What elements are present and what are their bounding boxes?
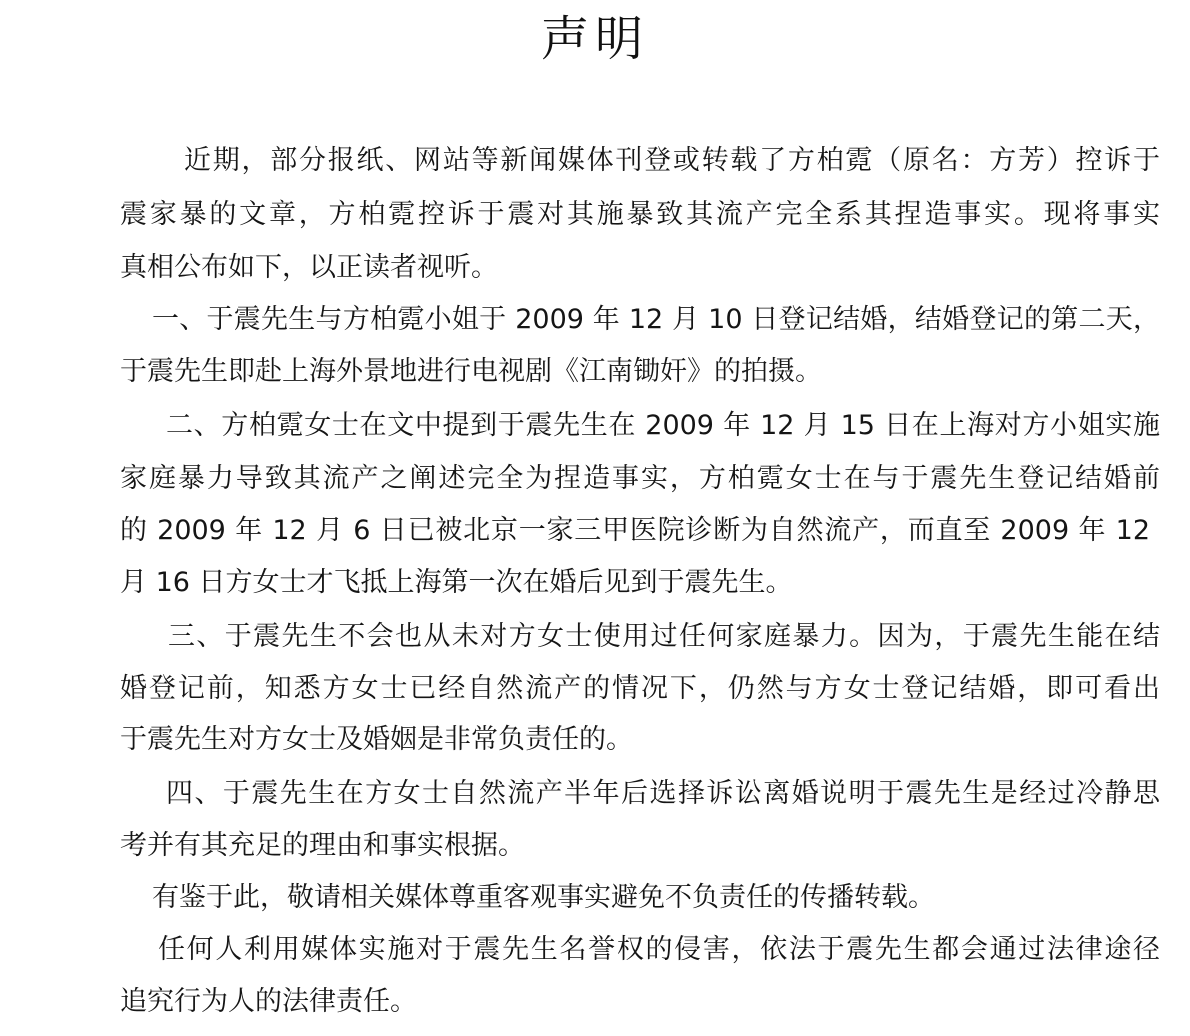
body-line: 考并有其充足的理由和事实根据。 <box>120 830 525 861</box>
body-line: 于震先生即赴上海外景地进行电视剧《江南锄奸》的拍摄。 <box>120 356 822 387</box>
body-line: 三、于震先生不会也从未对方女士使用过任何家庭暴力。因为，于震先生能在结 <box>168 621 1160 652</box>
body-line: 追究行为人的法律责任。 <box>120 986 417 1017</box>
body-line: 任何人利用媒体实施对于震先生名誉权的侵害，依法于震先生都会通过法律途径 <box>158 934 1160 965</box>
body-line: 近期，部分报纸、网站等新闻媒体刊登或转载了方柏霓（原名：方芳）控诉于 <box>184 145 1160 176</box>
body-line: 真相公布如下，以正读者视听。 <box>120 252 498 283</box>
document-title: 声明 <box>540 11 649 67</box>
body-line: 震家暴的文章，方柏霓控诉于震对其施暴致其流产完全系其捏造事实。现将事实 <box>120 199 1160 230</box>
body-line: 家庭暴力导致其流产之阐述完全为捏造事实，方柏霓女士在与于震先生登记结婚前 <box>120 463 1160 494</box>
body-line: 四、于震先生在方女士自然流产半年后选择诉讼离婚说明于震先生是经过冷静思 <box>166 778 1160 809</box>
body-line: 二、方柏霓女士在文中提到于震先生在 2009 年 12 月 15 日在上海对方小姐实施 <box>166 410 1160 441</box>
body-line: 月 16 日方女士才飞抵上海第一次在婚后见到于震先生。 <box>120 567 793 598</box>
body-line: 一、于震先生与方柏霓小姐于 2009 年 12 月 10 日登记结婚，结婚登记的第二天， <box>152 304 1160 335</box>
body-line: 于震先生对方女士及婚姻是非常负责任的。 <box>120 724 633 755</box>
body-line: 的 2009 年 12 月 6 日已被北京一家三甲医院诊断为自然流产，而直至 2009 年 12 <box>120 515 1150 546</box>
body-line: 婚登记前，知悉方女士已经自然流产的情况下，仍然与方女士登记结婚，即可看出 <box>120 673 1160 704</box>
body-line: 有鉴于此，敬请相关媒体尊重客观事实避免不负责任的传播转载。 <box>152 882 935 913</box>
